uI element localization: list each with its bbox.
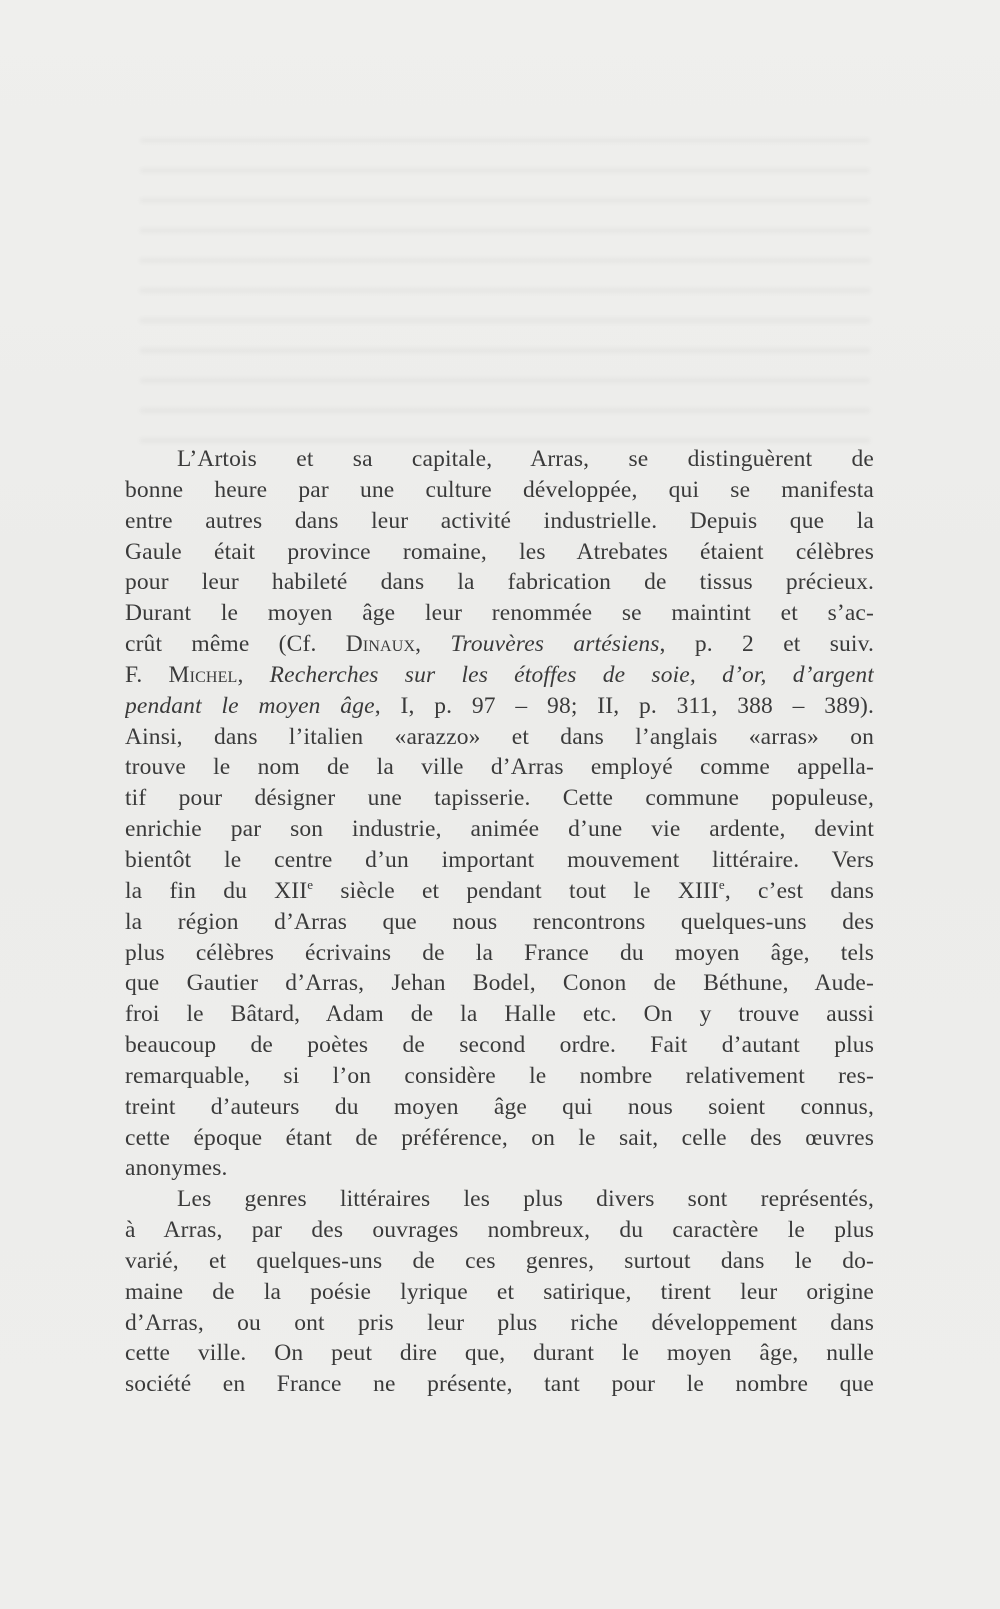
text-line: anonymes. <box>125 1155 228 1182</box>
text-line-citation <box>125 629 874 660</box>
text-line: bonne heure par une culture développée, qui se manifesta <box>125 476 874 503</box>
text-line: treint d’auteurs du moyen âge qui nous soient connus, <box>125 1093 874 1120</box>
text-line: beaucoup de poètes de second ordre. Fait d’autant plus <box>125 1032 874 1059</box>
text-fragment: crût même (Cf. <box>125 631 346 658</box>
text-fragment: la fin du XII <box>125 877 308 904</box>
work-title: pendant le moyen âge <box>125 692 375 719</box>
text-line: bientôt le centre d’un important mouvement littéraire. Vers <box>125 846 874 873</box>
text-line: société en France ne présente, tant pour le nombre que <box>125 1371 874 1398</box>
text-fragment: , <box>237 661 270 688</box>
text-line-citation <box>125 691 874 722</box>
author-name: Michel <box>168 661 238 688</box>
work-title: Trouvères artésiens <box>450 631 660 658</box>
text-line: froi le Bâtard, Adam de la Halle etc. On y trouve aussi <box>125 1001 874 1028</box>
text-line: pour leur habileté dans la fabrication de tissus précieux. <box>125 569 874 596</box>
text-line: que Gautier d’Arras, Jehan Bodel, Conon de Béthune, Aude- <box>125 970 874 997</box>
text-fragment: F. <box>125 661 169 688</box>
text-line: trouve le nom de la ville d’Arras employé comme appella- <box>125 754 874 781</box>
text-line: Ainsi, dans l’italien «arazzo» et dans l’anglais «arras» on <box>125 723 874 750</box>
author-name: Dinaux <box>345 631 416 658</box>
show-through-bleed <box>140 120 870 450</box>
text-fragment: siècle et pendant tout le XIII <box>313 877 719 904</box>
text-line: à Arras, par des ouvrages nombreux, du caractère le plus <box>125 1217 874 1244</box>
text-line: maine de la poésie lyrique et satirique, tirent leur origine <box>125 1278 874 1305</box>
text-line: tif pour désigner une tapisserie. Cette commune populeuse, <box>125 785 874 812</box>
text-line: entre autres dans leur activité industrielle. Depuis que la <box>125 507 874 534</box>
text-fragment: , I, p. 97 – 98; II, p. 311, 388 – 389). <box>374 692 874 719</box>
text-line: varié, et quelques-uns de ces genres, surtout dans le do- <box>125 1247 874 1274</box>
text-line: cette ville. On peut dire que, durant le moyen âge, nulle <box>125 1340 874 1367</box>
text-line: remarquable, si l’on considère le nombre relativement res- <box>125 1062 874 1089</box>
text-line: la région d’Arras que nous rencontrons quelques-uns des <box>125 908 874 935</box>
body-text <box>125 444 874 1400</box>
work-title: Recherches sur les étoffes de soie, d’or, d’argent <box>269 661 874 688</box>
text-line-century <box>125 876 874 907</box>
text-line: enrichie par son industrie, animée d’une vie ardente, devint <box>125 816 874 843</box>
text-line-citation <box>125 660 874 691</box>
superscript: e <box>718 876 725 892</box>
text-fragment: , <box>415 631 451 658</box>
text-line: cette époque étant de préférence, on le sait, celle des œuvres <box>125 1124 874 1151</box>
text-line: L’Artois et sa capitale, Arras, se distinguèrent de <box>177 446 874 472</box>
text-line: Durant le moyen âge leur renommée se maintint et s’ac- <box>125 600 874 627</box>
text-fragment: , c’est dans <box>724 877 874 904</box>
superscript: e <box>307 876 314 892</box>
text-line: d’Arras, ou ont pris leur plus riche développement dans <box>125 1309 874 1336</box>
text-line: plus célèbres écrivains de la France du moyen âge, tels <box>125 939 874 966</box>
text-fragment: , p. 2 et suiv. <box>659 631 874 658</box>
text-line: Gaule était province romaine, les Atrebates étaient célèbres <box>125 538 874 565</box>
text-line: Les genres littéraires les plus divers sont représentés, <box>177 1186 874 1213</box>
